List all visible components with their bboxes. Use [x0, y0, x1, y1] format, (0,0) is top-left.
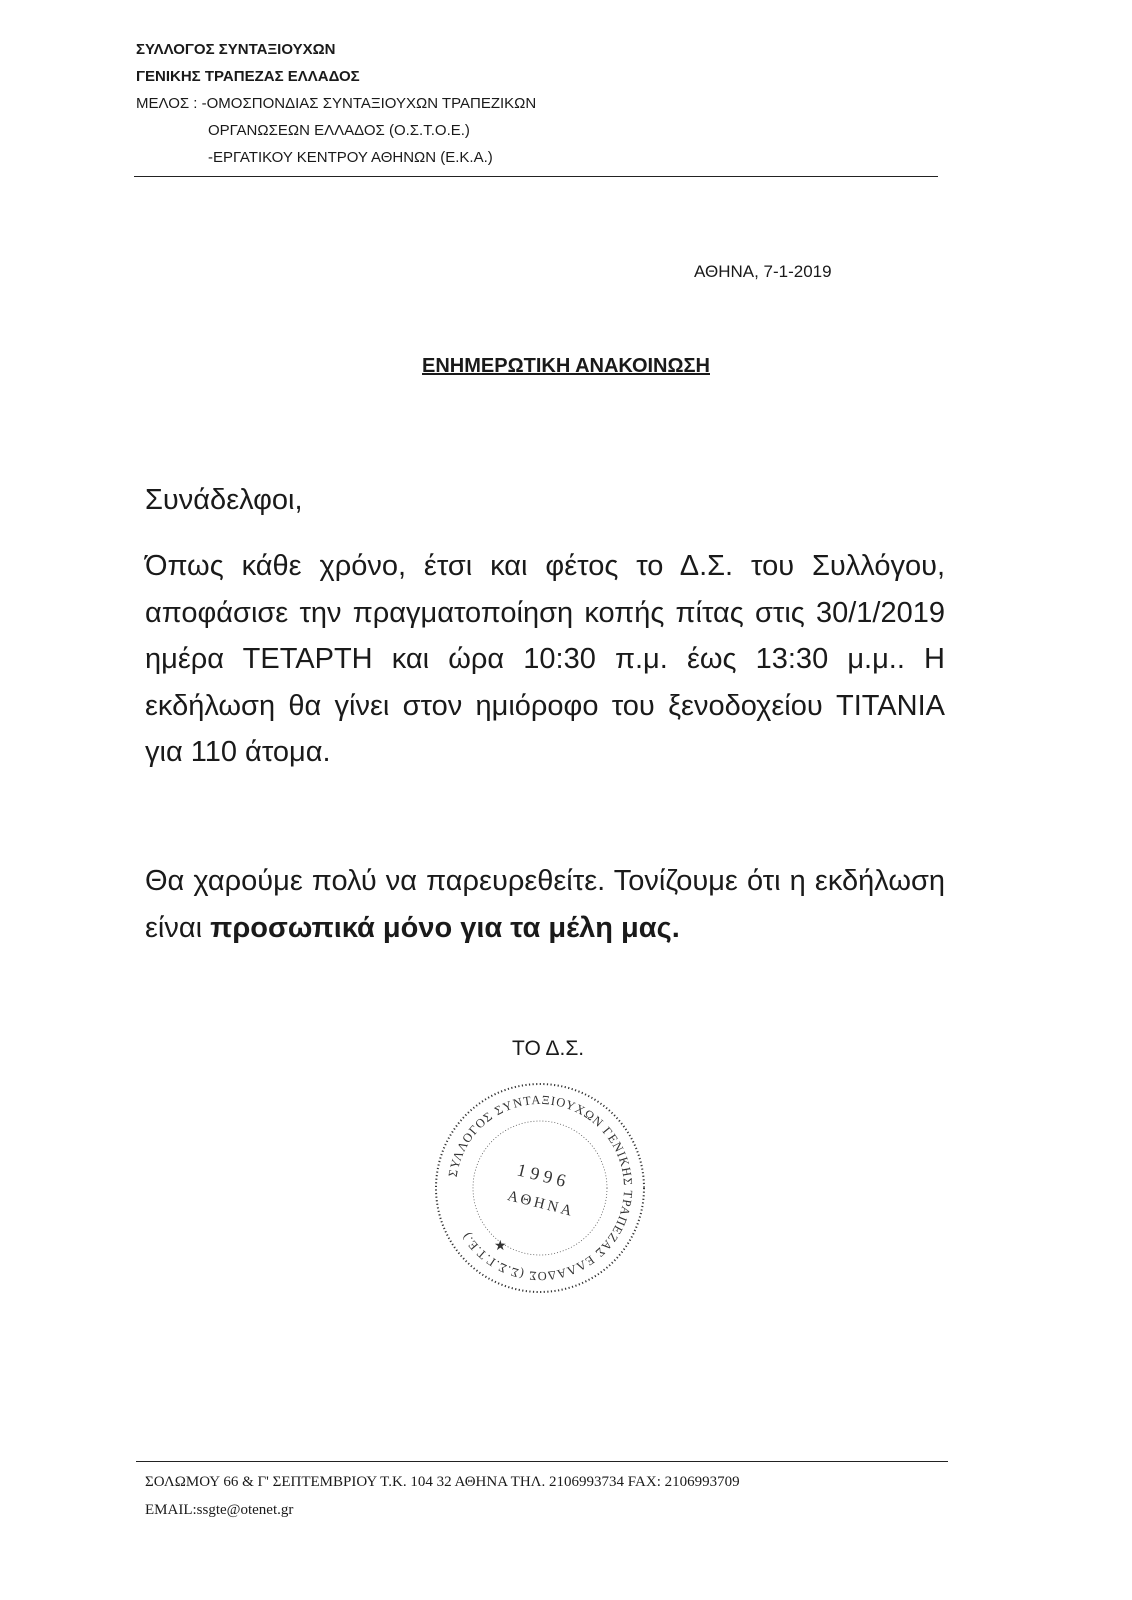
letterhead-org-line1: ΣΥΛΛΟΓΟΣ ΣΥΝΤΑΞΙΟΥΧΩΝ	[136, 41, 336, 58]
letterhead-member-line1: ΜΕΛΟΣ : -ΟΜΟΣΠΟΝΔΙΑΣ ΣΥΝΤΑΞΙΟΥΧΩΝ ΤΡΑΠΕΖΙΚΩΝ	[136, 95, 537, 112]
footer-address: ΣΟΛΩΜΟΥ 66 & Γ' ΣΕΠΤΕΜΒΡΙΟΥ Τ.Κ. 104 32 ΑΘΗΝΑ ΤΗΛ. 2106993734 FAX: 2106993709	[145, 1474, 740, 1490]
document-title-text: ΕΝΗΜΕΡΩΤΙΚΗ ΑΝΑΚΟΙΝΩΣΗ	[422, 355, 710, 377]
body-paragraph-1: Όπως κάθε χρόνο, έτσι και φέτος το Δ.Σ. του Συλλόγου, αποφάσισε την πραγματοποίηση κοπής πίτας στις 30/1/2019 ημέρα ΤΕΤΑΡΤΗ και ώρα 10:30 π.μ. έως 13:30 μ.μ.. Η εκδήλωση θα γίνει στον ημιόροφο του ξενοδοχείου TITANIA για 110 άτομα.	[145, 550, 945, 768]
organization-stamp	[430, 1078, 650, 1298]
body-paragraph-2	[145, 858, 945, 951]
letterhead-org-line2: ΓΕΝΙΚΗΣ ΤΡΑΠΕΖΑΣ ΕΛΛΑΔΟΣ	[136, 68, 360, 85]
footer	[145, 1468, 740, 1524]
signature: ΤΟ Δ.Σ.	[512, 1037, 585, 1060]
stamp-outer-ring	[436, 1084, 644, 1292]
stamp-inner-ring	[473, 1121, 607, 1255]
letterhead-divider	[134, 176, 938, 177]
footer-divider	[136, 1461, 948, 1462]
greeting: Συνάδελφοι,	[145, 484, 303, 516]
body-paragraph-2-emphasis: προσωπικά μόνο για τα μέλη μας.	[210, 911, 680, 944]
stamp-star-icon: ★	[494, 1237, 507, 1253]
stamp-ring-text: ΣΥΛΛΟΓΟΣ ΣΥΝΤΑΞΙΟΥΧΩΝ ΓΕΝΙΚΗΣ ΤΡΑΠΕΖΑΣ ΕΛΛΑΔΟΣ (Σ.Σ.Γ.Τ.Ε.)	[445, 1092, 636, 1284]
letterhead-member-line3: -ΕΡΓΑΤΙΚΟΥ ΚΕΝΤΡΟΥ ΑΘΗΝΩΝ (Ε.Κ.Α.)	[208, 149, 493, 166]
document-title	[0, 355, 1132, 378]
footer-email: EMAIL:ssgte@otenet.gr	[145, 1502, 294, 1518]
document-date: ΑΘΗΝΑ, 7-1-2019	[694, 262, 832, 281]
letterhead	[136, 36, 536, 171]
stamp-year: 1 9 9 6	[515, 1159, 568, 1191]
letterhead-member-line2: ΟΡΓΑΝΩΣΕΩΝ ΕΛΛΑΔΟΣ (Ο.Σ.Τ.Ο.Ε.)	[208, 122, 470, 139]
stamp-city: ΑΘΗΝΑ	[505, 1188, 577, 1221]
body-paragraph-2-text: Θα χαρούμε πολύ να παρευρεθείτε. Τονίζουμε ότι η εκδήλωση είναι	[145, 865, 945, 944]
